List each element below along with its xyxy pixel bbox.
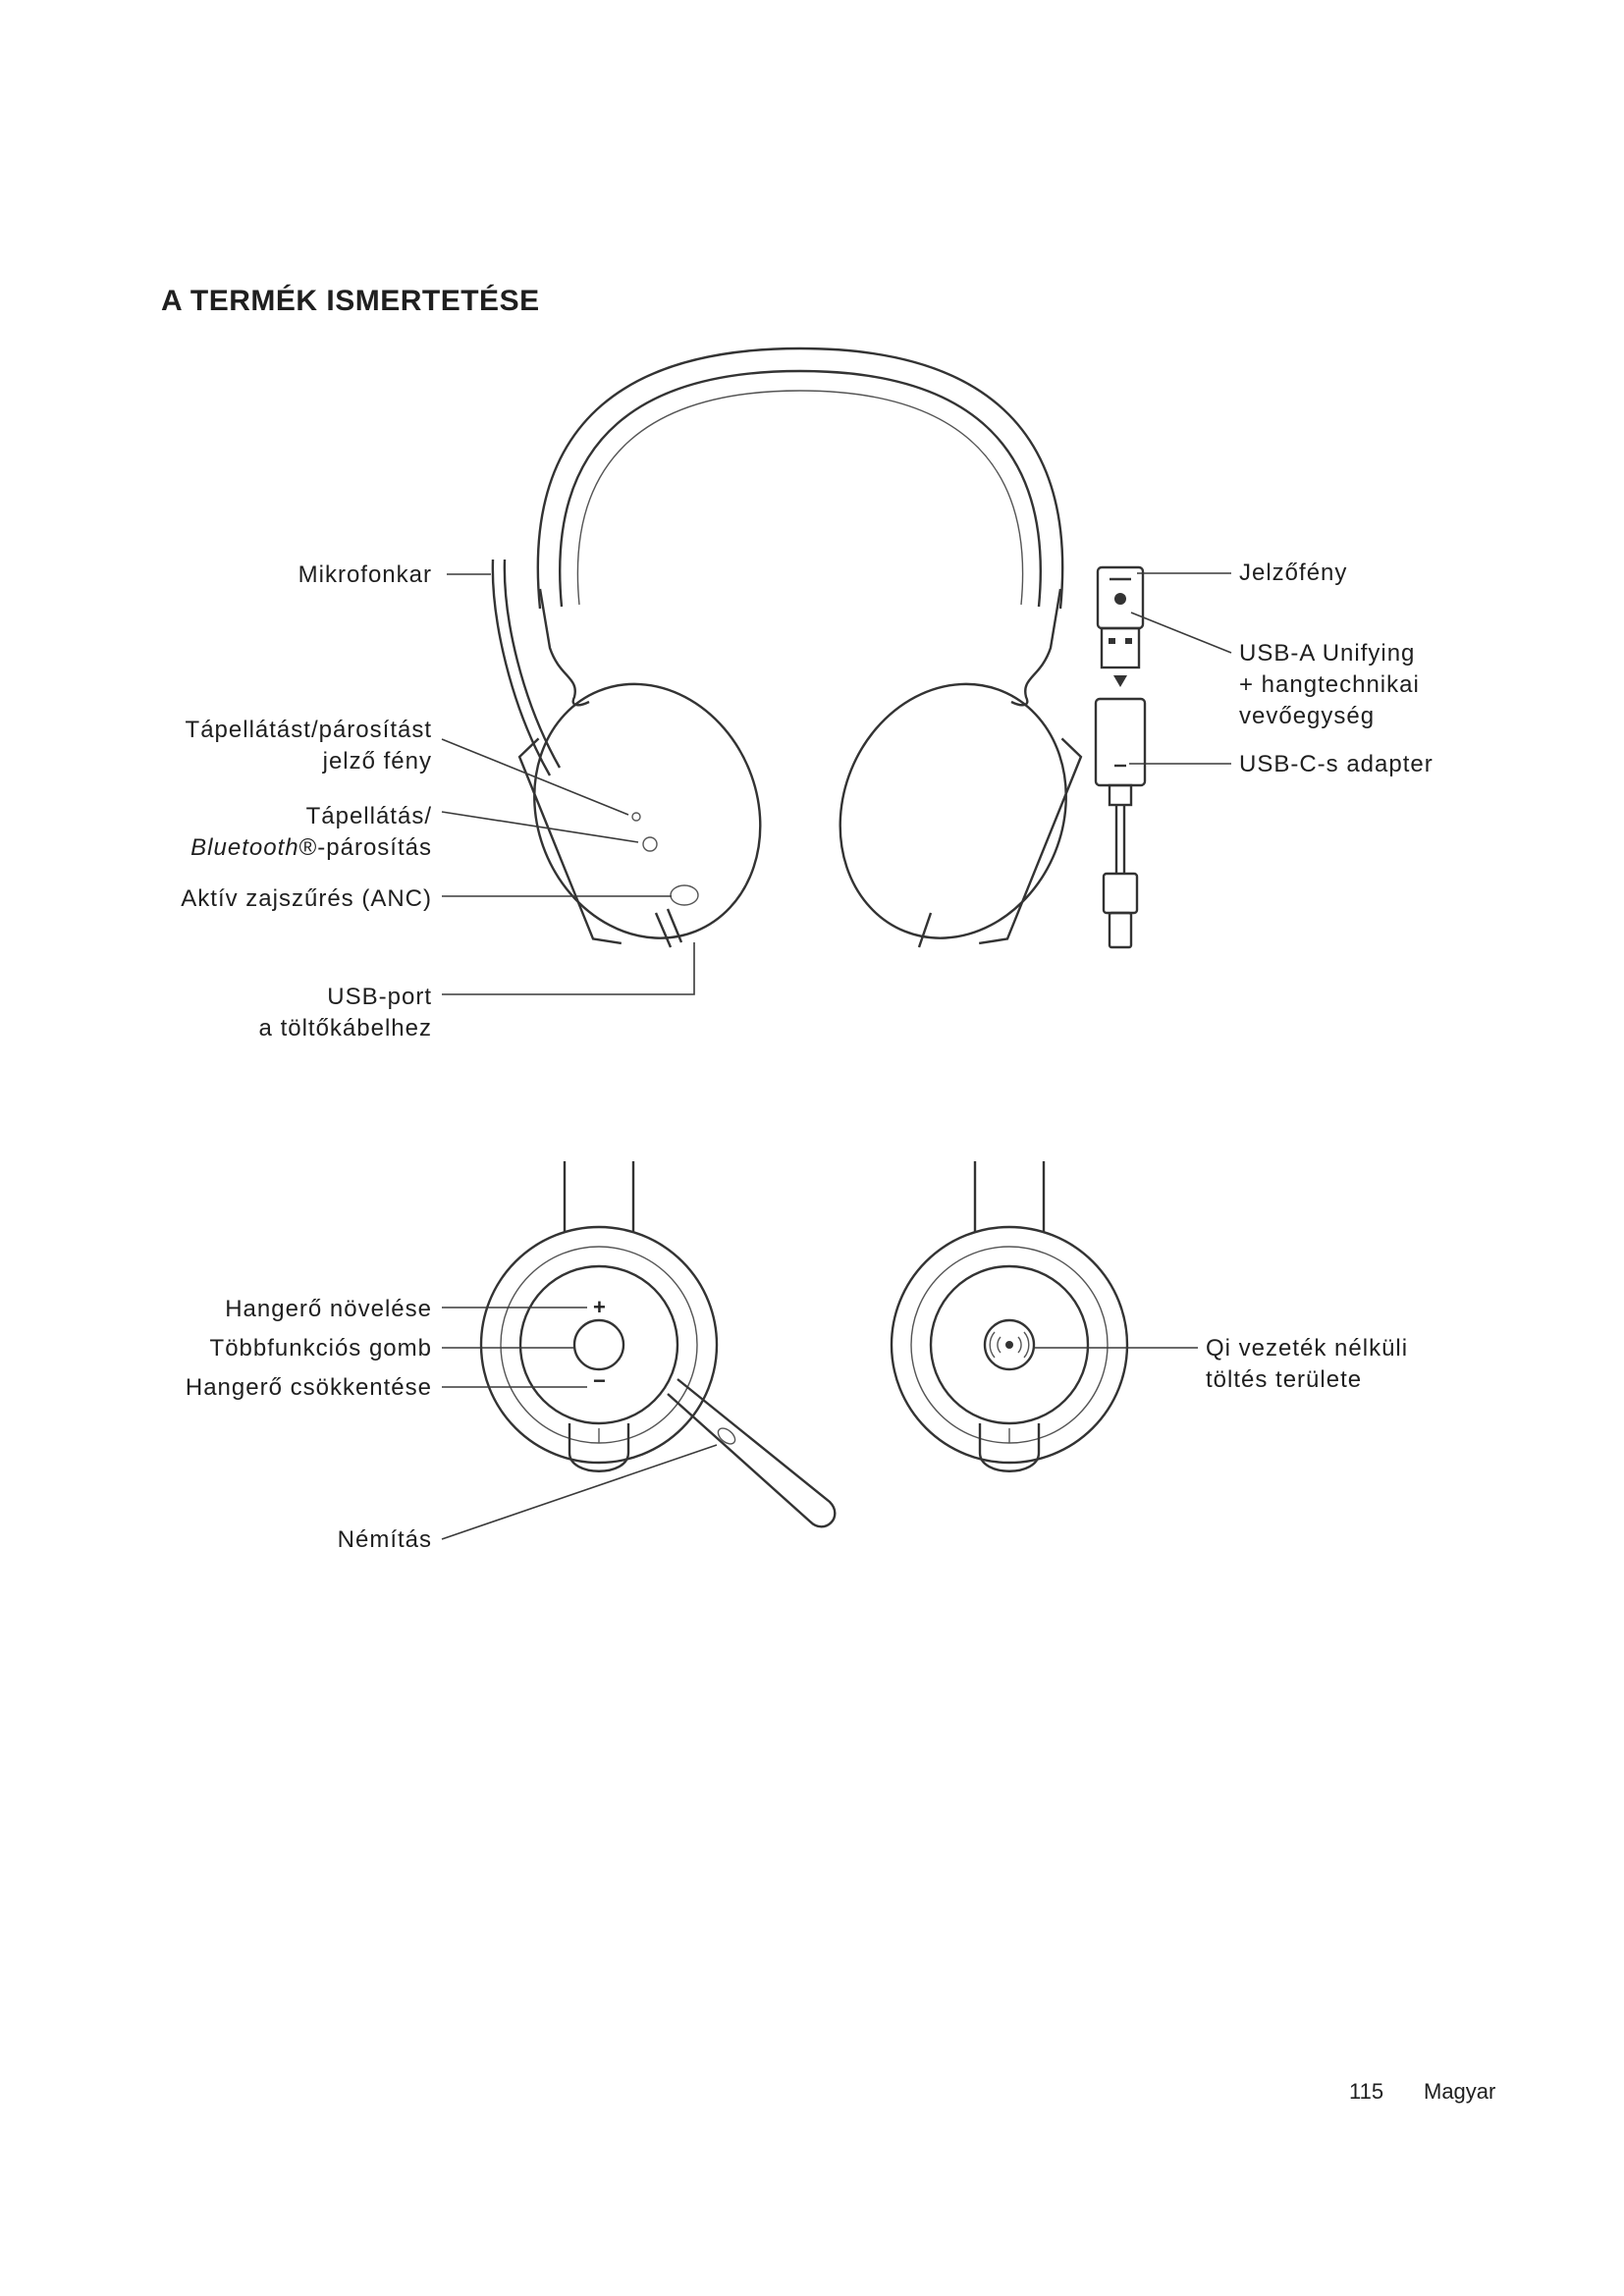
- svg-text:+: +: [593, 1295, 606, 1319]
- label-receiver-line3: vevőegység: [1239, 703, 1376, 729]
- earcup-qi-illustration: [892, 1161, 1127, 1471]
- leader-lines-bottom: [442, 1308, 1198, 1539]
- label-bluetooth-word: Bluetooth: [190, 834, 299, 861]
- label-volume-down: Hangerő csökkentése: [185, 1374, 432, 1401]
- label-mute: Némítás: [337, 1526, 432, 1553]
- label-power-bt-line2: [190, 832, 432, 864]
- label-usb-port-line2: a töltőkábelhez: [258, 1015, 432, 1041]
- label-power-indicator-line2: jelző fény: [322, 748, 432, 774]
- headset-front-illustration: [493, 348, 1104, 973]
- label-receiver-line1: USB-A Unifying: [1239, 640, 1416, 667]
- page-number: 115: [1349, 2079, 1384, 2104]
- label-qi-line1: Qi vezeték nélküli: [1206, 1335, 1409, 1362]
- label-mic-arm: Mikrofonkar: [298, 561, 432, 588]
- earcup-controls-illustration: [481, 1161, 835, 1526]
- label-volume-up: Hangerő növelése: [225, 1296, 432, 1322]
- usb-receiver-illustration: [1096, 567, 1145, 947]
- svg-text:−: −: [593, 1368, 606, 1393]
- label-qi-line2: töltés területe: [1206, 1366, 1363, 1393]
- label-bt-pairing-rest: ®-párosítás: [298, 834, 432, 861]
- label-multifunction-button: Többfunkciós gomb: [209, 1335, 432, 1362]
- leader-lines-top: [442, 573, 1231, 994]
- label-usb-port-line1: USB-port: [327, 984, 432, 1010]
- label-anc: Aktív zajszűrés (ANC): [181, 885, 432, 912]
- label-usbc-adapter: USB-C-s adapter: [1239, 751, 1434, 777]
- page-title: A TERMÉK ISMERTETÉSE: [161, 285, 540, 317]
- label-power-indicator-line1: Tápellátást/párosítást: [185, 717, 432, 743]
- label-power-bt-line1: Tápellátás/: [305, 803, 432, 829]
- label-indicator-light: Jelzőfény: [1239, 560, 1348, 586]
- page-language: Magyar: [1424, 2079, 1496, 2104]
- label-receiver-line2: + hangtechnikai: [1239, 671, 1420, 698]
